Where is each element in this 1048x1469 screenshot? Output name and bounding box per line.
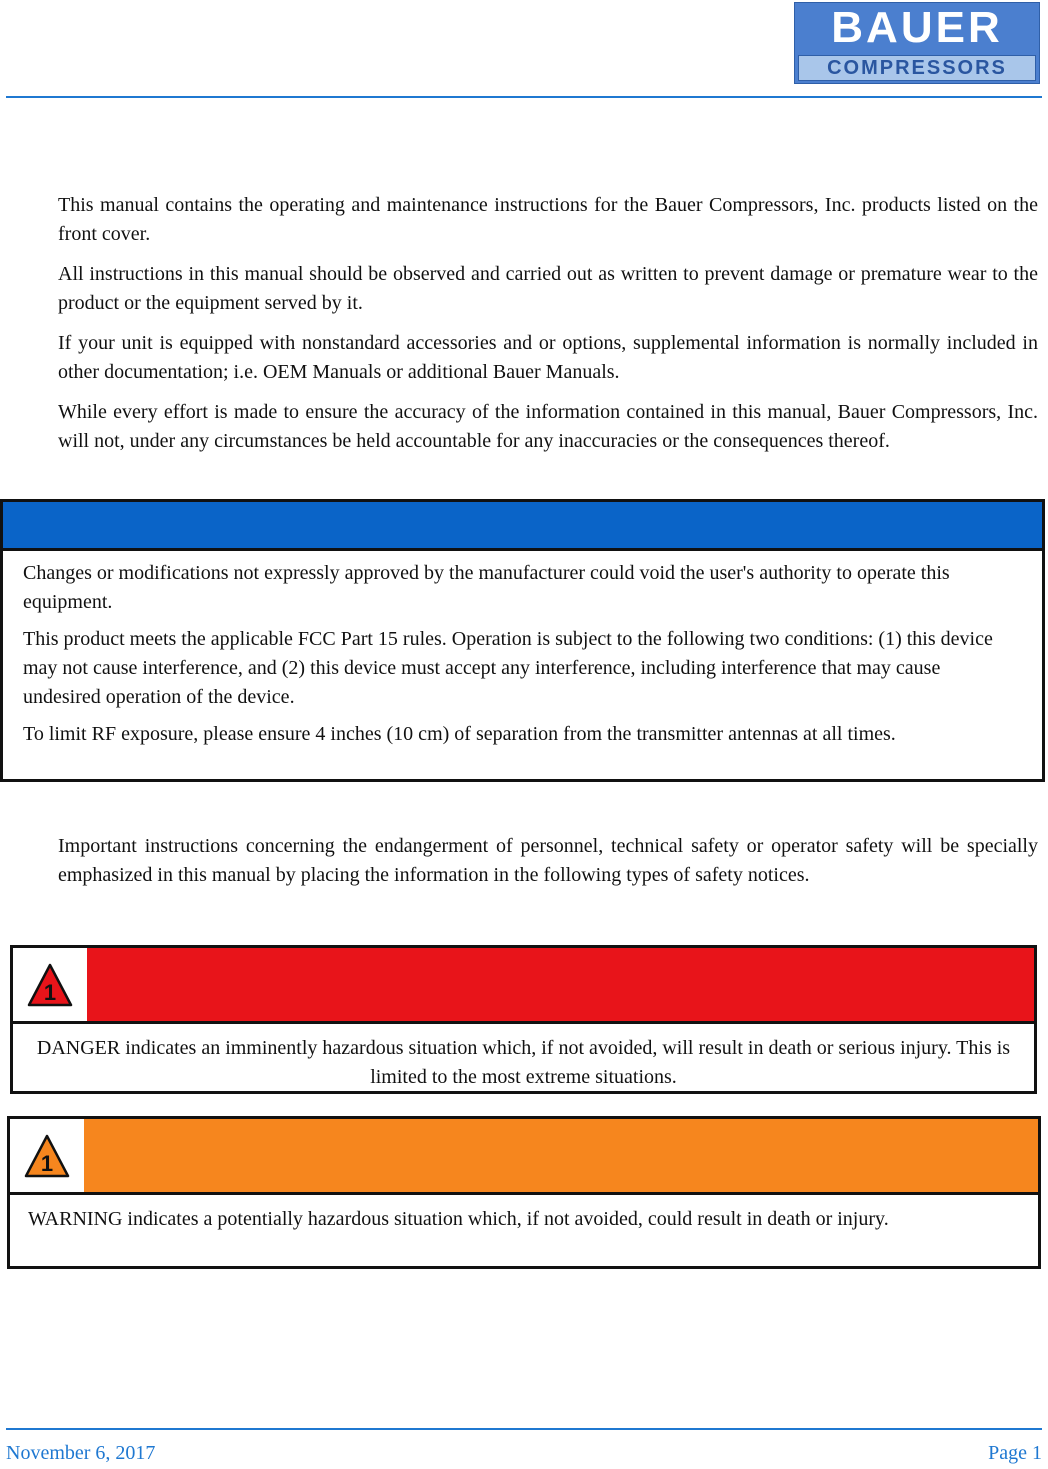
bauer-logo	[794, 2, 1040, 84]
intro-paragraph: While every effort is made to ensure the accuracy of the information contained in this manual, Bauer Compressors, Inc. will not, under any circumstances be held accountable for any inaccuracies or the consequences thereof.	[58, 401, 1038, 452]
footer-rule	[6, 1428, 1042, 1430]
warning-header-bar	[10, 1119, 1038, 1195]
header-rule	[6, 96, 1042, 98]
danger-header-bar	[13, 948, 1034, 1024]
notice-paragraph: This product meets the applicable FCC Part 15 rules. Operation is subject to the following two conditions: (1) this device may not cause interference, and (2) this device must accept any interference, including interference that may cause undesired operation of the device.	[23, 628, 993, 708]
page-number: Page 1	[988, 1442, 1042, 1464]
svg-text:1: 1	[40, 1151, 54, 1176]
notice-paragraph: To limit RF exposure, please ensure 4 inches (10 cm) of separation from the transmitter antennas at all times.	[23, 723, 896, 745]
intro-paragraph: All instructions in this manual should be observed and carried out as written to prevent damage or premature wear to the product or the equipment served by it.	[58, 263, 1038, 314]
warning-text: WARNING indicates a potentially hazardous situation which, if not avoided, could result in death or injury.	[28, 1208, 889, 1230]
intro-paragraph: This manual contains the operating and maintenance instructions for the Bauer Compressors, Inc. products listed on the front cover.	[58, 194, 1038, 245]
safety-intro-paragraph: Important instructions concerning the endangerment of personnel, technical safety or operator safety will be specially emphasized in this manual by placing the information in the following types of safety notices.	[58, 835, 1038, 886]
svg-text:1: 1	[43, 980, 57, 1005]
warning-triangle-icon	[24, 1133, 70, 1179]
logo-subtitle: COMPRESSORS	[798, 55, 1036, 81]
intro-paragraph: If your unit is equipped with nonstandard accessories and or options, supplemental information is normally included in other documentation; i.e. OEM Manuals or additional Bauer Manuals.	[58, 332, 1038, 383]
footer-date: November 6, 2017	[6, 1442, 156, 1464]
fcc-notice-box	[0, 499, 1045, 782]
danger-notice	[10, 945, 1037, 1094]
danger-text: DANGER indicates an imminently hazardous situation which, if not avoided, will result in death or serious injury. This is limited to the most extreme situations.	[36, 1037, 1011, 1088]
notice-header-bar	[3, 502, 1042, 551]
warning-triangle-icon	[27, 962, 73, 1008]
notice-paragraph: Changes or modifications not expressly approved by the manufacturer could void the user's authority to operate this equipment.	[23, 562, 950, 613]
warning-notice	[7, 1116, 1041, 1269]
notice-body	[3, 551, 1042, 749]
logo-wordmark: BAUER	[831, 3, 1003, 52]
